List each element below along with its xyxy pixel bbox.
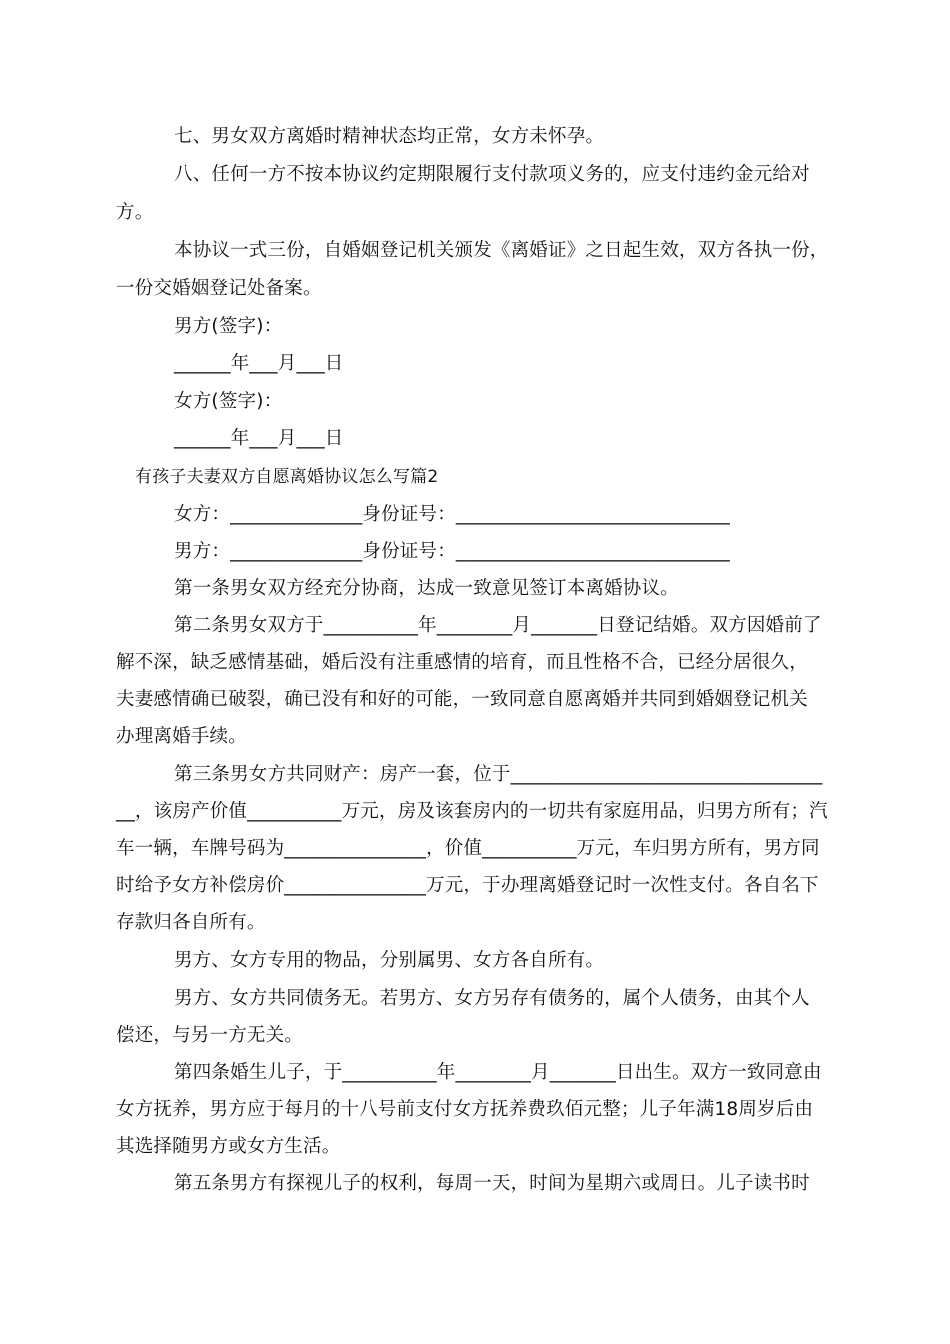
article-3-line-4: 时给予女方补偿房价_______________万元，于办理离婚登记时一次性支付。各自名下 [116,875,819,896]
article-5-text: 第五条男方有探视儿子的权利，每周一天，时间为星期六或周日。儿子读书时 [174,1173,810,1194]
female-signature-date: ______年___月___日 [174,428,344,449]
article-3-line-5: 存款归各自所有。 [116,912,266,933]
clause-8-text: 八、任何一方不按本协议约定期限履行支付款项义务的，应支付违约金元给对 [174,164,810,185]
debts-text: 男方、女方共同债务无。若男方、女方另存有债务的，属个人债务，由其个人 [174,988,810,1009]
clause-8-continuation: 方。 [116,202,154,223]
article-3-line-3: 车一辆，车牌号码为_______________，价值__________万元，车归男方所有，男方同 [116,838,820,859]
article-4-line-3: 其选择随男方或女方生活。 [116,1136,341,1157]
article-3-line-2: __，该房产价值__________万元，房及该套房内的一切共有家庭用品，归男方所有；汽 [116,801,828,822]
female-signature-label: 女方(签字)： [174,391,283,412]
article-4-line-2: 女方抚养，男方应于每月的十八号前支付女方抚养费玖佰元整；儿子年满18周岁后由 [116,1099,814,1120]
article-1-text: 第一条男女双方经充分协商，达成一致意见签订本离婚协议。 [174,578,679,599]
copies-clause-continuation: 一份交婚姻登记处备案。 [116,278,322,299]
article-2-text: 第二条男女双方于__________年________月_______日登记结婚。双方因婚前了 [174,615,822,636]
clause-7-text: 七、男女双方离婚时精神状态均正常，女方未怀孕。 [174,126,605,147]
male-signature-date: ______年___月___日 [174,353,344,374]
female-id-line: 女方：______________身份证号：_____________________________ [174,504,730,525]
copies-clause-text: 本协议一式三份，自婚姻登记机关颁发《离婚证》之日起生效，双方各执一份， [174,240,829,261]
article-2-line-3: 夫妻感情确已破裂，确已没有和好的可能，一致同意自愿离婚并共同到婚姻登记机关 [116,689,808,710]
article-4-text: 第四条婚生儿子，于__________年________月_______日出生。双方一致同意由 [174,1062,822,1083]
debts-line-2: 偿还，与另一方无关。 [116,1025,304,1046]
section-title: 有孩子夫妻双方自愿离婚协议怎么写篇2 [135,467,439,487]
male-id-line: 男方：______________身份证号：_____________________________ [174,541,730,562]
article-2-line-2: 解不深，缺乏感情基础，婚后没有注重感情的培育，而且性格不合，已经分居很久， [116,652,808,673]
male-signature-label: 男方(签字)： [174,316,283,337]
article-2-line-4: 办理离婚手续。 [116,726,247,747]
article-3-text: 第三条男女方共同财产：房产一套，位于_________________________________ [174,764,823,785]
personal-items-text: 男方、女方专用的物品，分别属男、女方各自所有。 [174,950,605,971]
